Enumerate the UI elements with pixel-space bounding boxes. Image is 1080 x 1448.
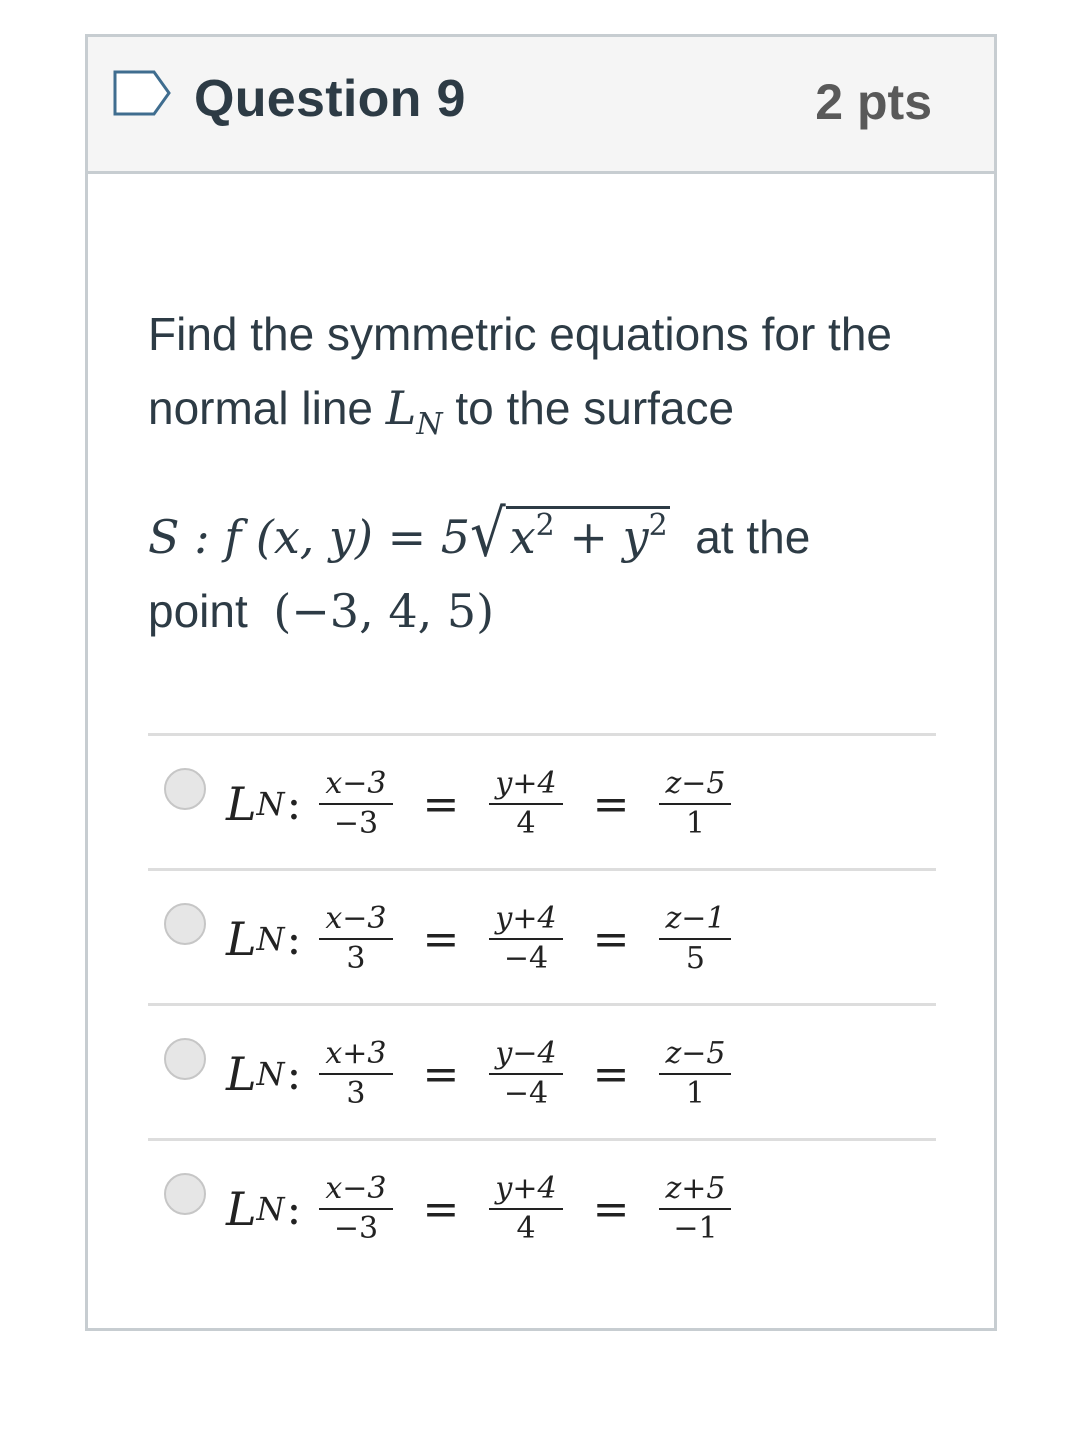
prompt-line-1: Find the symmetric equations for the [148, 308, 892, 360]
point-line: point (−3, 4, 5) [148, 584, 495, 638]
question-points: 2 pts [815, 74, 932, 130]
question-title: Question 9 [194, 70, 466, 128]
question-card [85, 34, 997, 1331]
prompt-line-2: normal line $L_N$ to the surface [148, 381, 735, 442]
option-equation: L N : $\frac{x-3}{-3}$ = $\frac{y+4}{4}$ = $\frac{z+5}{-1}$ [226, 1159, 731, 1259]
question-header [88, 37, 994, 174]
question-text [148, 297, 938, 648]
answer-option[interactable] [148, 1138, 936, 1273]
option-equation: L N : $\frac{x+3}{3}$ = $\frac{y-4}{-4}$ = $\frac{z-5}{1}$ [226, 1024, 731, 1124]
surface-equation: S : f (x, $y) = 5√x^2 + y^2$ at the [148, 498, 938, 574]
option-equation: L N : $\frac{x-3}{-3}$ = $\frac{y+4}{4}$ = $\frac{z-5}{1}$ [226, 754, 731, 854]
radio-button[interactable] [164, 768, 206, 810]
radio-button[interactable] [164, 903, 206, 945]
square-root: $√x^2 + y^2$ [470, 497, 668, 572]
answer-option[interactable] [148, 868, 936, 1003]
question-flag-icon[interactable] [112, 69, 172, 117]
answer-options [148, 733, 936, 1273]
answer-option[interactable] [148, 1003, 936, 1138]
option-equation: L N : $\frac{x-3}{3}$ = $\frac{y+4}{-4}$ = $\frac{z-1}{5}$ [226, 889, 731, 989]
answer-option[interactable] [148, 733, 936, 868]
radio-button[interactable] [164, 1173, 206, 1215]
radio-button[interactable] [164, 1038, 206, 1080]
point-value: (−3, 4, 5) [273, 584, 495, 638]
